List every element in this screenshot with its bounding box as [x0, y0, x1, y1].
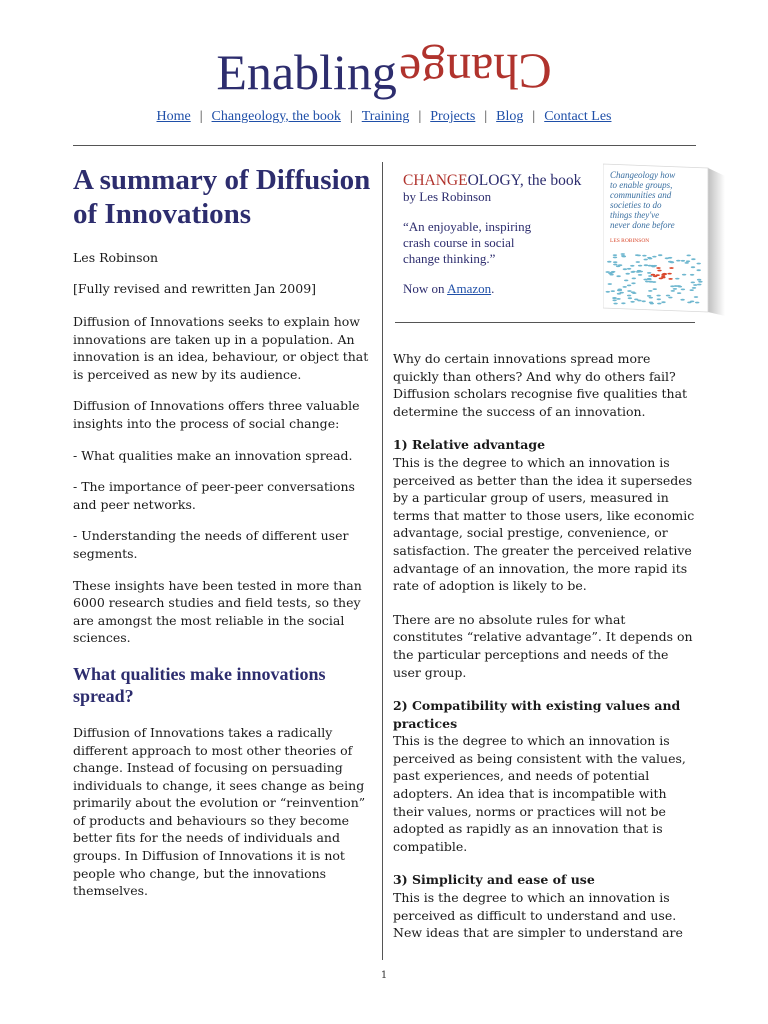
fish-shape [612, 299, 616, 301]
fish-shape [653, 275, 657, 277]
fish-shape [687, 255, 691, 257]
fish-shape [656, 295, 660, 297]
fish-shape [631, 271, 635, 273]
fish-shape [621, 302, 625, 304]
fish-shape [608, 283, 612, 285]
fish-shape [628, 297, 632, 299]
book-cover-image[interactable] [603, 162, 735, 320]
nav-link-training[interactable]: Training [361, 109, 410, 124]
fish-shape [647, 295, 651, 297]
brand-logo [0, 44, 768, 100]
fish-shape [637, 255, 641, 257]
fish-shape [692, 287, 696, 289]
ad-availability [403, 281, 603, 297]
fish-shape [616, 298, 620, 300]
fish-shape [649, 297, 653, 299]
fish-shape [630, 265, 634, 267]
fish-shape [627, 268, 631, 270]
nav-link-blog[interactable]: Blog [496, 109, 524, 124]
paragraph: Diffusion of Innovations takes a radically different approach to most other theories of change. Instead of focusing on persuading individuals to change, it sees change as being primarily about the evolution or “reinvention” of products and behaviours so they become better fits for the needs of individuals and groups. In Diffusion of Innovations it is not people who change, but the innovations themselves. [73, 724, 366, 899]
ad-now-on-text: Now on [403, 281, 448, 296]
fish-shape [651, 266, 655, 268]
fish-shape [623, 268, 627, 270]
fish-shape [634, 299, 638, 301]
fish-shape [656, 267, 660, 269]
book-cover-line: things they've [610, 210, 660, 220]
ad-byline: by Les Robinson [403, 189, 492, 204]
fish-shape [613, 254, 617, 256]
fish-shape [686, 260, 690, 262]
nav-link-home[interactable]: Home [156, 109, 191, 124]
insight-item: - Understanding the needs of different user segments. [73, 528, 349, 561]
fish-shape [691, 282, 695, 284]
nav-separator: | [199, 109, 203, 124]
fish-shape [631, 291, 635, 293]
paragraph: Diffusion of Innovations offers three valuable insights into the process of social change: [73, 398, 360, 431]
fish-shape [623, 286, 627, 288]
nav-separator: | [349, 109, 353, 124]
fish-shape [638, 274, 642, 276]
fish-shape [694, 296, 698, 298]
fish-shape [657, 270, 661, 272]
ad-title-highlight: CHANGE [403, 172, 468, 189]
ad-quote: “An enjoyable, inspiring crash course in social change thinking.” [403, 219, 532, 266]
ad-title-rest: OLOGY, the book [467, 172, 582, 189]
book-cover-line: societies to do [610, 200, 662, 210]
paragraph: Diffusion of Innovations seeks to explain how innovations are taken up in a population. An innovation is an idea, behaviour, or object that is perceived as new by its audience. [73, 314, 369, 382]
fish-shape [698, 281, 702, 283]
fish-shape [657, 303, 661, 305]
fish-shape [612, 297, 616, 299]
nav-separator: | [532, 109, 536, 124]
fish-shape [642, 300, 646, 302]
fish-shape [653, 288, 657, 290]
fish-shape [626, 273, 630, 275]
fish-shape [680, 299, 684, 301]
fish-shape [649, 281, 653, 283]
section-heading: What qualities make innovations spread? [73, 663, 326, 706]
fish-shape [671, 290, 675, 292]
fish-shape [643, 279, 647, 281]
book-ad [403, 172, 603, 297]
nav-link-changeology-book[interactable]: Changeology, the book [211, 109, 341, 124]
fish-shape [695, 302, 699, 304]
article-author: Les Robinson [73, 250, 159, 265]
site-nav [0, 109, 768, 125]
fish-shape [647, 272, 651, 274]
insight-item: - What qualities make an innovation spread. [73, 447, 353, 463]
fish-shape [685, 262, 689, 264]
fish-shape [618, 264, 622, 266]
fish-shape [677, 292, 681, 294]
fish-shape [657, 298, 661, 300]
fish-shape [666, 295, 670, 297]
fish-shape [675, 278, 679, 280]
column-divider [382, 162, 383, 960]
right-column [393, 350, 698, 958]
fish-shape [697, 279, 701, 281]
fish-shape [627, 285, 631, 287]
nav-link-projects[interactable]: Projects [430, 109, 476, 124]
ad-title [403, 172, 603, 189]
revision-note: [Fully revised and rewritten Jan 2009] [73, 281, 317, 296]
fish-shape [648, 290, 652, 292]
fish-shape [621, 253, 625, 255]
fish-shape [651, 274, 655, 276]
page-number: 1 [380, 970, 388, 981]
fish-shape [624, 280, 628, 282]
fish-shape [676, 260, 680, 262]
fish-shape [627, 290, 631, 292]
fish-shape [630, 301, 634, 303]
fish-shape [652, 256, 656, 258]
fish-shape [693, 284, 697, 286]
paragraph: This is the degree to which an innovation is perceived as better than the idea it supersedes by a particular group of users, measured in terms that matter to those users, like economic advantage, social prestige, convenience, or satisfaction. The greater the perceived relative advantage of an innovation, the more rapid its rate of adoption is likely to be. [393, 454, 695, 594]
fish-shape [661, 301, 665, 303]
book-cover-author: LES ROBINSON [610, 238, 650, 244]
fish-shape [697, 284, 701, 286]
paragraph: This is the degree to which an innovation is perceived as being consistent with the values, past experiences, and needs of potential adopters. An idea that is incompatible with their values, norms or practices will not be adopted as rapidly as an innovation that is compatible. [393, 733, 686, 854]
fish-shape [647, 257, 651, 259]
header-divider [73, 145, 696, 146]
fish-shape [631, 282, 635, 284]
fish-shape [618, 289, 622, 291]
book-cover-line: Changeology how [610, 170, 676, 180]
fish-shape [682, 274, 686, 276]
fish-shape [690, 274, 694, 276]
article-title: A summary of Diffusion of Innovations [73, 164, 371, 230]
fish-shape [644, 264, 648, 266]
ad-divider [395, 322, 695, 323]
fish-shape [627, 295, 631, 297]
fish-shape [636, 261, 640, 263]
paragraph: There are no absolute rules for what constitutes “relative advantage”. It depends on the particular perceptions and needs of the user group. [393, 611, 693, 680]
fish-shape [697, 269, 701, 271]
fish-shape [606, 291, 610, 293]
brand-word-change-inverted: Change [398, 44, 552, 100]
ad-period: . [491, 281, 495, 296]
amazon-link[interactable]: Amazon [447, 281, 492, 296]
nav-separator: | [484, 109, 488, 124]
fish-shape [617, 293, 621, 295]
book-cover-line: to enable groups, [610, 180, 673, 190]
book-cover-line: never done before [610, 220, 675, 230]
fish-shape [638, 265, 642, 267]
fish-shape [681, 260, 685, 262]
book-shadow [708, 168, 725, 316]
paragraph: This is the degree to which an innovation is perceived as difficult to understand and use. New ideas that are simpler to understand are [393, 890, 683, 941]
fish-shape [637, 270, 641, 272]
fish-shape [644, 259, 648, 261]
nav-link-contact-les[interactable]: Contact Les [544, 109, 612, 124]
fish-shape [616, 275, 620, 277]
quality-heading: 1) Relative advantage [393, 437, 546, 453]
fish-shape [613, 303, 617, 305]
paragraph: These insights have been tested in more than 6000 research studies and field tests, so they are amongst the most reliable in the social sciences. [73, 577, 362, 646]
paragraph: Why do certain innovations spread more quickly than others? And why do others fail? Diffusion scholars recognise five qualities that determine the success of an innovation. [393, 351, 688, 419]
fish-shape [650, 303, 654, 305]
fish-shape [613, 264, 617, 266]
fish-shape [661, 277, 665, 279]
fish-shape [669, 267, 673, 269]
left-column [73, 163, 373, 900]
quality-heading: 2) Compatibility with existing values and practices [393, 698, 681, 731]
fish-shape [690, 301, 694, 303]
fish-shape [670, 262, 674, 264]
fish-shape [621, 255, 625, 257]
fish-shape [613, 261, 617, 263]
fish-shape [668, 278, 672, 280]
fish-shape [662, 273, 666, 275]
fish-shape [673, 288, 677, 290]
brand-word-enabling: Enabling [216, 44, 397, 100]
fish-shape [690, 289, 694, 291]
fish-shape [667, 273, 671, 275]
fish-shape [681, 289, 685, 291]
fish-shape [632, 278, 636, 280]
fish-shape [691, 266, 695, 268]
fish-shape [607, 261, 611, 263]
quality-heading: 3) Simplicity and ease of use [393, 872, 595, 888]
fish-shape [613, 257, 617, 259]
nav-separator: | [418, 109, 422, 124]
fish-shape [697, 263, 701, 265]
fish-shape [611, 290, 615, 292]
fish-shape [665, 257, 669, 259]
fish-shape [674, 285, 678, 287]
insight-item: - The importance of peer-peer conversations and peer networks. [73, 479, 355, 512]
fish-shape [606, 271, 610, 273]
fish-shape [658, 254, 662, 256]
book-cover-line: communities and [610, 190, 672, 200]
fish-shape [668, 297, 672, 299]
fish-shape [691, 258, 695, 260]
fish-shape [642, 255, 646, 257]
fish-shape [608, 273, 612, 275]
